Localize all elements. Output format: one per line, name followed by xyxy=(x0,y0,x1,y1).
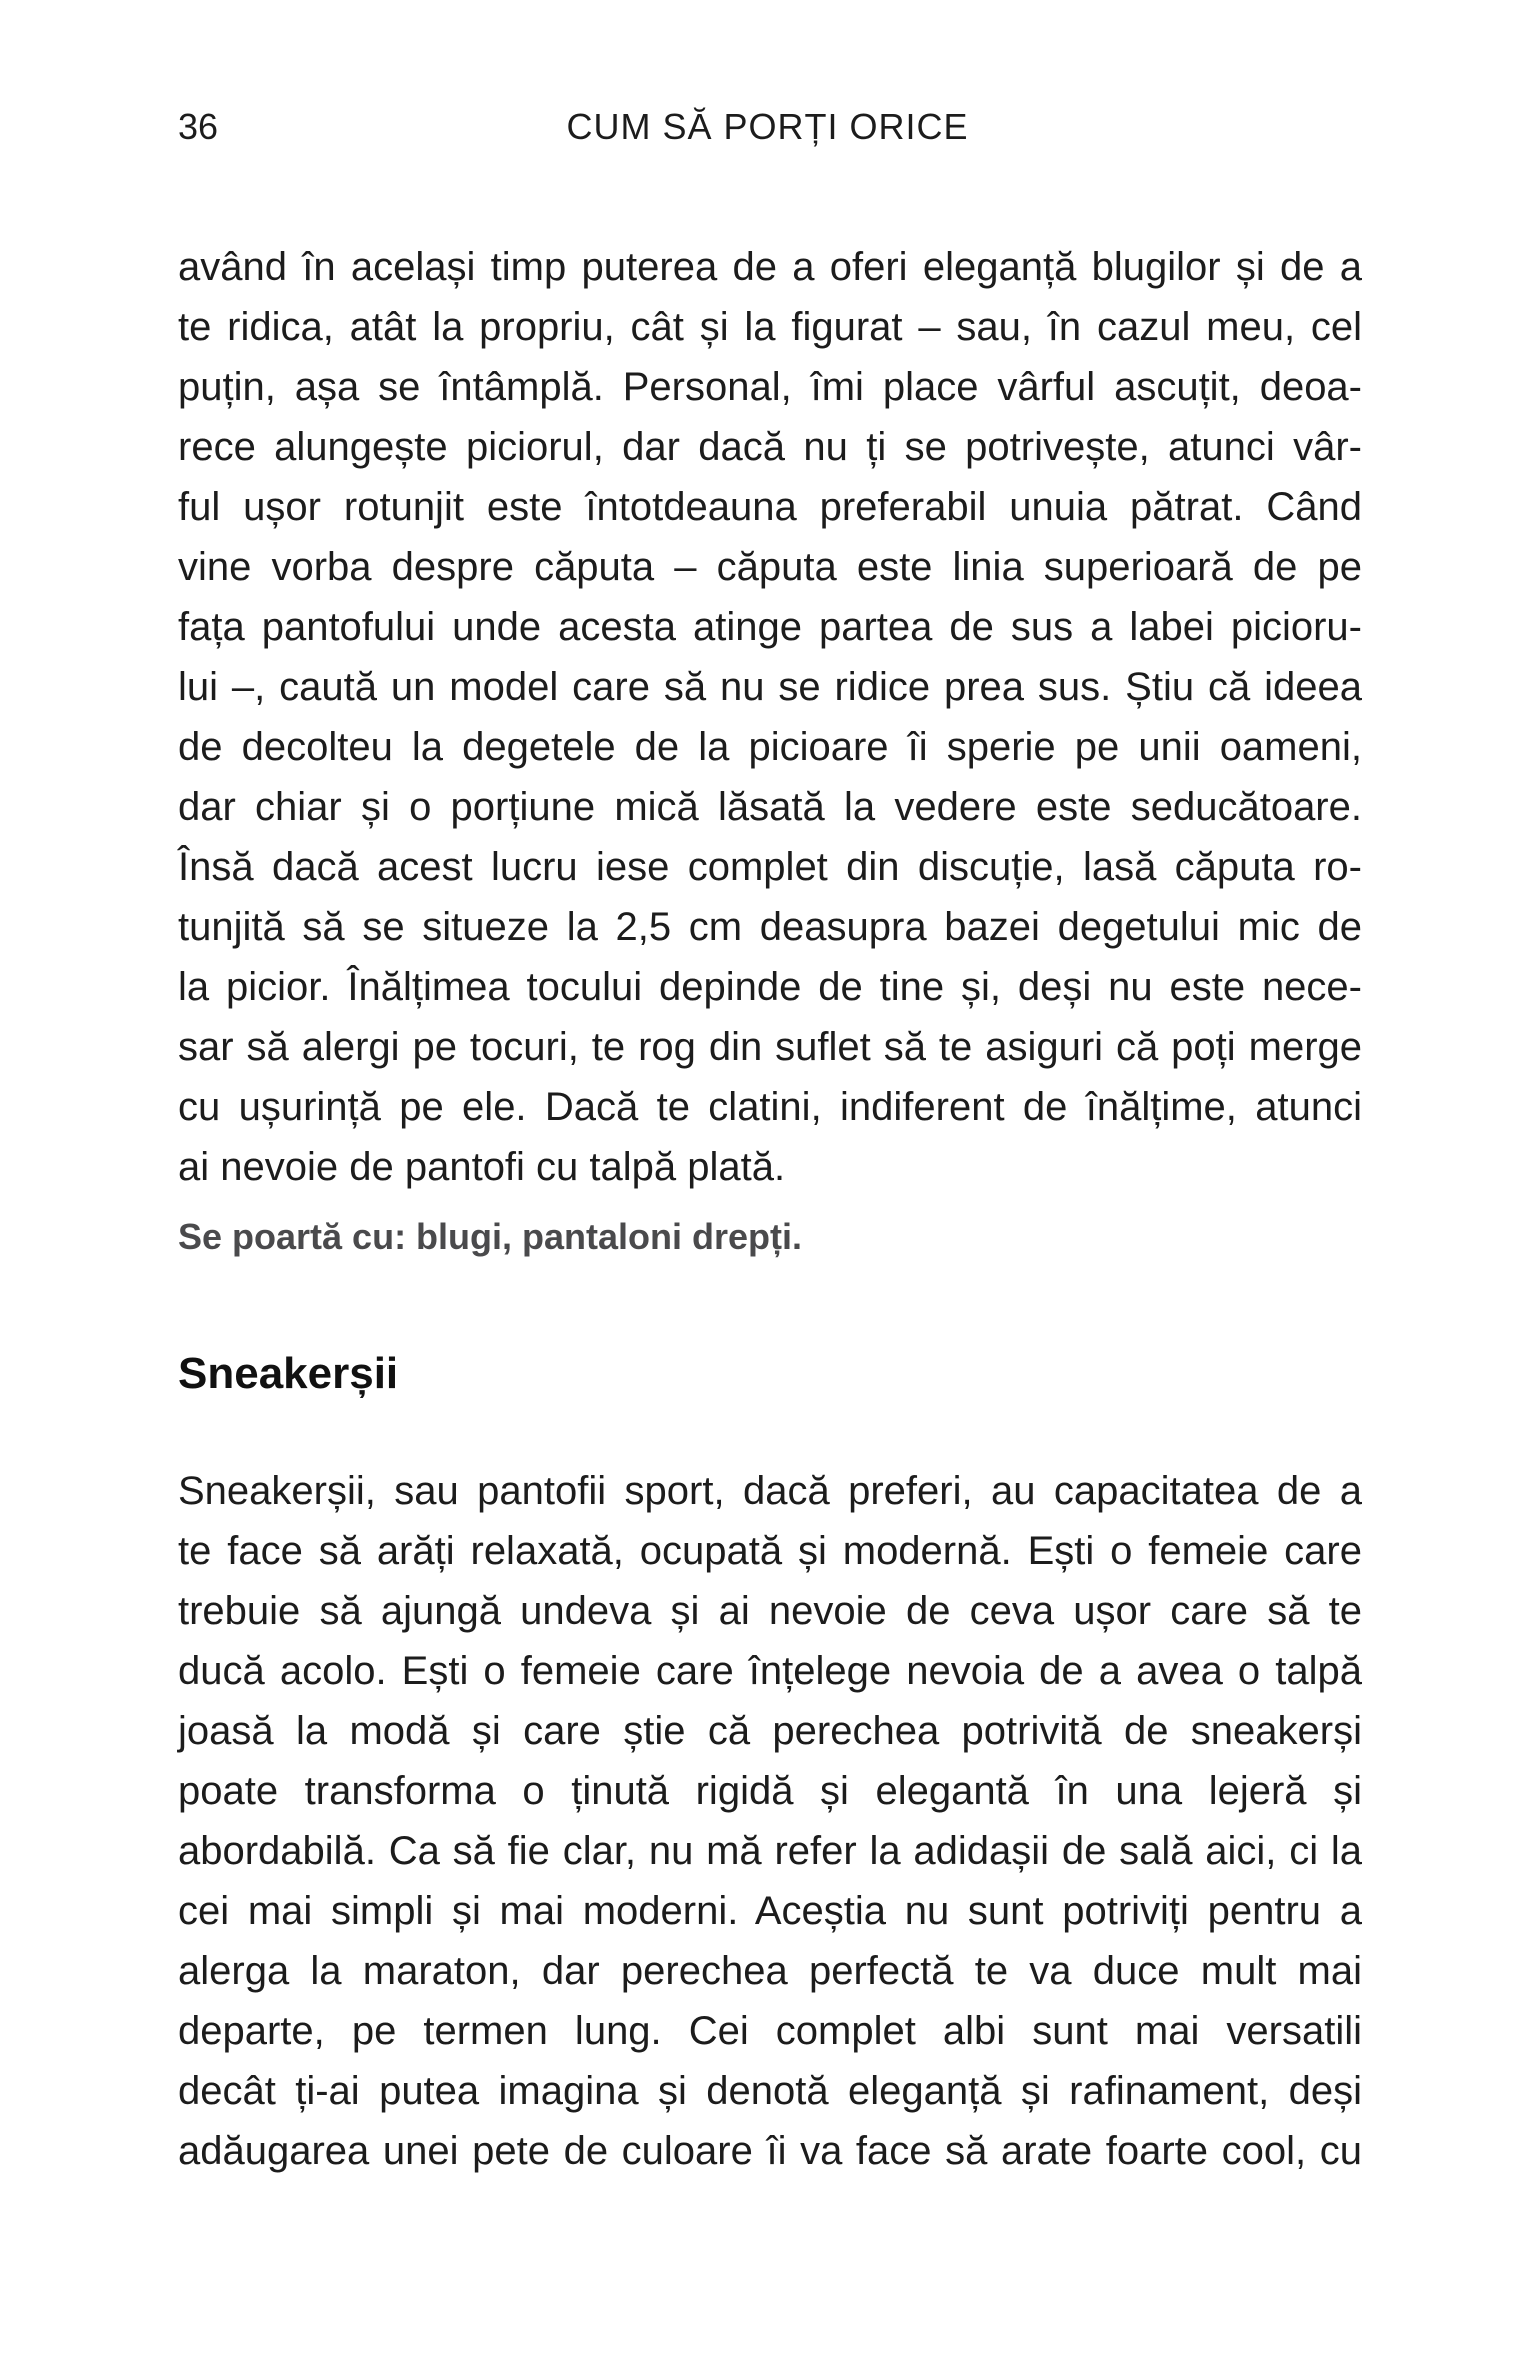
body-text-line: adăugarea unei pete de culoare îi va face să arate foarte cool, cu xyxy=(178,2129,1362,2173)
body-text-line: dar chiar și o porțiune mică lăsată la vedere este seducătoare. xyxy=(178,785,1362,829)
section-heading-sneakers: Sneakerșii xyxy=(178,1349,399,1398)
body-text-line: tunjită să se situeze la 2,5 cm deasupra bazei degetului mic de xyxy=(178,905,1362,949)
paragraph-sneakers xyxy=(178,1461,1362,2181)
body-text-line: având în același timp puterea de a oferi eleganță blugilor și de a xyxy=(178,245,1362,289)
paragraph-heels xyxy=(178,237,1362,1197)
body-text-line: departe, pe termen lung. Cei complet albi sunt mai versatili xyxy=(178,2009,1362,2053)
body-text-line: vine vorba despre căputa – căputa este linia superioară de pe xyxy=(178,545,1362,589)
body-text-line: fața pantofului unde acesta atinge partea de sus a labei picioru- xyxy=(178,605,1362,649)
body-text-line: de decolteu la degetele de la picioare îi sperie pe unii oameni, xyxy=(178,725,1362,769)
body-text-line: ful ușor rotunjit este întotdeauna preferabil unuia pătrat. Când xyxy=(178,485,1362,529)
body-text-line: abordabilă. Ca să fie clar, nu mă refer la adidașii de sală aici, ci la xyxy=(178,1829,1362,1873)
body-text-line: ai nevoie de pantofi cu talpă plată. xyxy=(178,1145,786,1189)
body-text-line: puțin, așa se întâmplă. Personal, îmi place vârful ascuțit, deoa- xyxy=(178,365,1362,409)
body-text-line: lui –, caută un model care să nu se ridice prea sus. Știu că ideea xyxy=(178,665,1362,709)
body-text-line: Sneakerșii, sau pantofii sport, dacă preferi, au capacitatea de a xyxy=(178,1469,1362,1513)
body-text-line: la picior. Înălțimea tocului depinde de tine și, deși nu este nece- xyxy=(178,965,1362,1009)
body-text-line: cu ușurință pe ele. Dacă te clatini, indiferent de înălțime, atunci xyxy=(178,1085,1362,1129)
body-text-line: Însă dacă acest lucru iese complet din discuție, lasă căputa ro- xyxy=(178,845,1362,889)
wear-with-note: Se poartă cu: blugi, pantaloni drepți. xyxy=(178,1216,803,1257)
body-text-line: ducă acolo. Ești o femeie care înțelege nevoia de a avea o talpă xyxy=(178,1649,1362,1693)
body-text-line: sar să alergi pe tocuri, te rog din suflet să te asiguri că poți merge xyxy=(178,1025,1362,1069)
body-text-line: poate transforma o ținută rigidă și elegantă în una lejeră și xyxy=(178,1769,1362,1813)
body-text-line: decât ți-ai putea imagina și denotă eleganță și rafinament, deși xyxy=(178,2069,1362,2113)
body-text-line: alerga la maraton, dar perechea perfectă te va duce mult mai xyxy=(178,1949,1362,1993)
body-text-line: joasă la modă și care știe că perechea potrivită de sneakerși xyxy=(178,1709,1362,1753)
body-text-line: rece alungește piciorul, dar dacă nu ți se potrivește, atunci vâr- xyxy=(178,425,1362,469)
body-text-line: te face să arăți relaxată, ocupată și modernă. Ești o femeie care xyxy=(178,1529,1362,1573)
body-text-line: cei mai simpli și mai moderni. Aceștia nu sunt potriviți pentru a xyxy=(178,1889,1362,1933)
body-text-line: te ridica, atât la propriu, cât și la figurat – sau, în cazul meu, cel xyxy=(178,305,1362,349)
running-header-title: CUM SĂ PORȚI ORICE xyxy=(566,106,969,147)
body-text-line: trebuie să ajungă undeva și ai nevoie de ceva ușor care să te xyxy=(178,1589,1362,1633)
page-number: 36 xyxy=(178,106,219,147)
